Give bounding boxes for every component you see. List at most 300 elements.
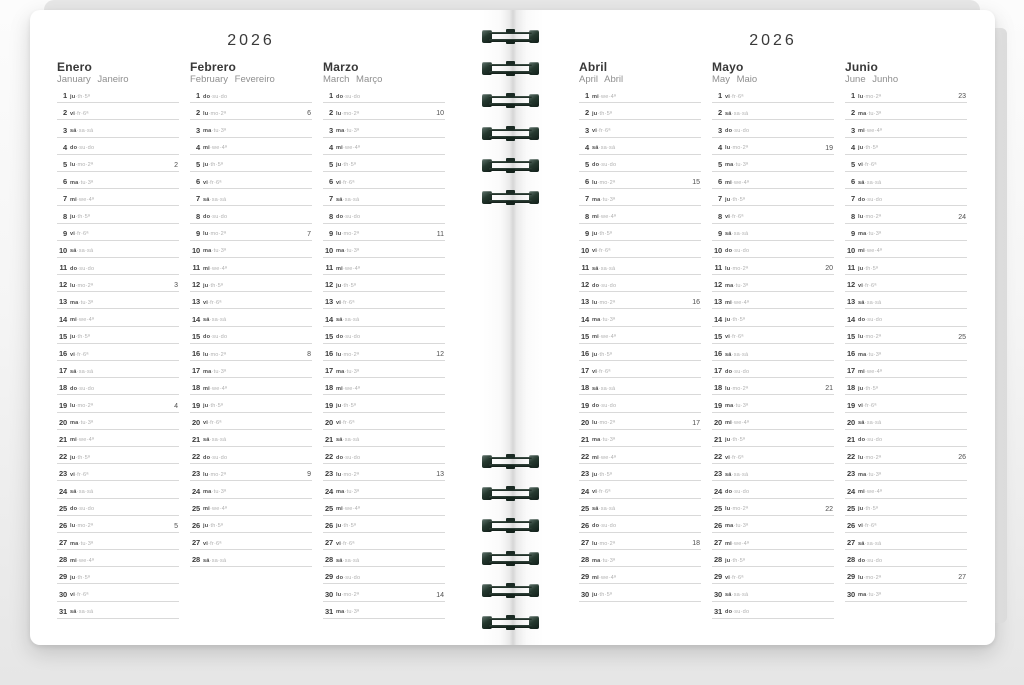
day-abbreviations (336, 541, 355, 547)
day-abbreviations (203, 231, 226, 237)
day-abbrev-es: ju (70, 454, 76, 461)
day-row (579, 327, 701, 344)
day-row (323, 155, 445, 172)
day-number: 18 (192, 383, 200, 393)
week-number: 26 (958, 454, 966, 462)
day-abbrev-en-pt: ·fr·6ª (730, 214, 744, 220)
day-row (57, 241, 179, 258)
day-row (579, 361, 701, 378)
days-list (712, 86, 834, 619)
day-abbreviations (592, 369, 611, 375)
day-row (323, 584, 445, 601)
day-number: 21 (192, 434, 200, 444)
day-abbrev-en-pt: ·mo·2ª (597, 420, 616, 427)
month-subtitle: June Junho (845, 74, 899, 85)
day-abbrev-en-pt: ·tu·3ª (211, 489, 227, 495)
day-row (845, 567, 967, 584)
day-abbrev-es: ma (336, 489, 345, 495)
day-abbrev-en-pt: ·we·4ª (76, 317, 95, 324)
day-number: 25 (581, 503, 589, 513)
day-row (712, 327, 834, 344)
day-abbrev-en-pt: ·fr·6ª (730, 93, 744, 100)
day-number: 21 (325, 434, 333, 444)
day-abbrev-en-pt: ·su·do (599, 403, 617, 410)
day-number: 5 (329, 159, 333, 169)
day-abbrev-en-pt: ·th·5ª (597, 351, 613, 358)
day-abbrev-es: mi (336, 145, 343, 152)
day-abbrev-en-pt: ·tu·3ª (78, 299, 94, 306)
day-abbrev-es: ma (858, 592, 867, 599)
week-number: 7 (307, 230, 311, 238)
day-abbrev-en-pt: ·th·5ª (341, 282, 357, 289)
week-number: 24 (958, 213, 966, 221)
day-row (712, 378, 834, 395)
day-abbreviations (70, 248, 93, 254)
day-abbreviations (336, 334, 360, 340)
day-row (57, 86, 179, 103)
day-abbreviations (336, 300, 355, 306)
day-abbrev-en-pt: ·th·5ª (597, 592, 613, 599)
day-abbreviations (336, 523, 356, 529)
day-number: 9 (63, 228, 67, 238)
day-abbrev-es: do (203, 214, 211, 220)
day-abbrev-en-pt: ·we·4ª (864, 128, 883, 135)
day-row (712, 550, 834, 567)
day-abbrev-en-pt: ·th·5ª (341, 523, 357, 530)
day-number: 4 (63, 142, 67, 152)
day-abbreviations (336, 352, 359, 358)
day-abbrev-en-pt: ·fr·6ª (75, 110, 89, 117)
day-abbrev-en-pt: ·we·4ª (342, 145, 361, 152)
day-number: 24 (581, 486, 589, 496)
day-abbrev-es: do (725, 248, 733, 255)
day-abbreviations (858, 403, 877, 409)
day-abbrev-en-pt: ·su·do (732, 609, 750, 616)
day-abbreviations (336, 386, 360, 392)
day-abbrev-es: sá (70, 368, 77, 375)
day-abbrev-en-pt: ·su·do (599, 523, 617, 530)
day-abbrev-es: vi (336, 299, 342, 306)
day-row (323, 464, 445, 481)
day-abbreviations (336, 197, 359, 203)
day-abbrev-en-pt: ·su·do (599, 162, 617, 169)
day-abbreviations (203, 489, 226, 495)
day-row (57, 395, 179, 412)
day-abbrev-en-pt: ·we·4ª (731, 540, 750, 547)
day-abbreviations (203, 455, 227, 461)
day-number: 1 (851, 91, 855, 101)
day-row (323, 395, 445, 412)
day-abbrev-en-pt: ·sa·sá (731, 231, 749, 238)
day-abbrev-es: vi (203, 540, 209, 547)
day-abbrev-es: mi (336, 265, 343, 272)
day-abbrev-en-pt: ·sa·sá (864, 540, 882, 547)
day-abbreviations (725, 369, 749, 375)
day-abbreviations (70, 334, 90, 340)
day-number: 28 (192, 555, 200, 565)
day-abbrev-es: do (70, 265, 78, 272)
day-number: 21 (59, 434, 67, 444)
day-abbrev-es: lu (336, 231, 342, 238)
day-abbrev-es: ma (725, 523, 734, 530)
day-abbreviations (70, 162, 93, 168)
day-abbrev-en-pt: ·fr·6ª (208, 299, 222, 306)
day-row (190, 120, 312, 137)
day-abbrev-es: sá (203, 196, 210, 203)
day-abbrev-es: ju (203, 403, 209, 410)
day-abbreviations (70, 386, 94, 392)
day-row (190, 430, 312, 447)
day-abbrev-es: ju (858, 145, 864, 152)
day-abbrev-es: lu (858, 334, 864, 341)
day-row (323, 361, 445, 378)
day-abbrev-es: mi (592, 93, 599, 100)
day-number: 11 (325, 263, 333, 273)
day-abbrev-es: lu (725, 265, 731, 272)
day-number: 17 (714, 366, 722, 376)
day-abbreviations (592, 231, 612, 237)
month-column-febrero (190, 60, 312, 565)
day-abbreviations (203, 94, 227, 100)
day-abbrev-en-pt: ·we·4ª (342, 265, 361, 272)
day-abbrev-en-pt: ·sa·sá (209, 437, 227, 444)
day-abbrev-es: vi (592, 368, 598, 375)
day-number: 5 (196, 159, 200, 169)
day-number: 20 (714, 417, 722, 427)
day-abbrev-en-pt: ·we·4ª (598, 93, 617, 100)
day-number: 6 (718, 177, 722, 187)
day-abbrev-en-pt: ·mo·2ª (597, 540, 616, 547)
day-abbrev-en-pt: ·tu·3ª (600, 317, 616, 324)
day-abbreviations (858, 94, 881, 100)
day-row (845, 430, 967, 447)
day-abbrev-en-pt: ·th·5ª (597, 471, 613, 478)
day-abbreviations (70, 609, 93, 615)
spiral-binding-ring (482, 191, 539, 204)
day-number: 20 (325, 417, 333, 427)
day-abbrev-es: do (858, 557, 866, 564)
day-abbrev-es: ma (592, 437, 601, 444)
day-number: 10 (59, 245, 67, 255)
day-row (845, 138, 967, 155)
day-abbrev-es: ma (858, 351, 867, 358)
day-abbreviations (70, 523, 93, 529)
day-number: 5 (718, 159, 722, 169)
day-number: 20 (59, 417, 67, 427)
day-abbrev-es: sá (858, 540, 865, 547)
day-abbrev-en-pt: ·fr·6ª (863, 403, 877, 410)
day-abbrev-es: ma (858, 231, 867, 238)
day-row (57, 155, 179, 172)
day-abbrev-en-pt: ·mo·2ª (863, 334, 882, 341)
day-abbreviations (725, 214, 744, 220)
day-number: 31 (59, 606, 67, 616)
day-abbreviations (70, 592, 89, 598)
days-list (845, 86, 967, 602)
day-abbrev-en-pt: ·tu·3ª (600, 196, 616, 203)
day-number: 10 (581, 245, 589, 255)
day-row (579, 309, 701, 326)
day-row (57, 430, 179, 447)
day-number: 10 (325, 245, 333, 255)
day-abbrev-es: ju (336, 282, 342, 289)
day-abbreviations (858, 111, 881, 117)
day-abbrev-es: mi (858, 128, 865, 135)
day-abbrev-en-pt: ·tu·3ª (344, 248, 360, 255)
day-abbrev-en-pt: ·su·do (210, 334, 228, 341)
day-abbreviations (725, 197, 745, 203)
day-abbrev-en-pt: ·tu·3ª (600, 437, 616, 444)
day-abbrev-es: sá (336, 437, 343, 444)
day-abbrev-es: ju (70, 214, 76, 220)
day-abbreviations (70, 266, 94, 272)
month-name: Enero (57, 60, 93, 74)
day-abbrev-es: mi (203, 265, 210, 272)
day-number: 28 (714, 555, 722, 565)
day-abbreviations (592, 352, 612, 358)
month-name: Febrero (190, 60, 237, 74)
day-abbrev-en-pt: ·we·4ª (76, 437, 95, 444)
day-number: 7 (851, 194, 855, 204)
day-row (57, 584, 179, 601)
day-abbrev-es: lu (336, 351, 342, 358)
day-abbrev-es: sá (70, 248, 77, 255)
day-abbrev-es: lu (725, 385, 731, 392)
day-row (712, 602, 834, 619)
day-row (190, 481, 312, 498)
day-abbreviations (203, 300, 222, 306)
day-abbrev-es: vi (70, 351, 76, 358)
day-abbreviations (858, 472, 881, 478)
day-abbrev-en-pt: ·tu·3ª (344, 489, 360, 495)
day-abbreviations (336, 437, 359, 443)
day-abbrev-en-pt: ·fr·6ª (75, 231, 89, 238)
day-abbrev-en-pt: ·sa·sá (342, 557, 360, 564)
day-number: 26 (581, 520, 589, 530)
day-abbreviations (858, 317, 882, 323)
day-abbreviations (70, 472, 89, 478)
week-number: 15 (692, 179, 700, 187)
day-abbreviations (592, 455, 616, 461)
day-abbrev-en-pt: ·tu·3ª (211, 368, 227, 375)
day-abbrev-en-pt: ·su·do (343, 334, 361, 341)
day-abbrev-es: mi (725, 179, 732, 186)
day-row (579, 378, 701, 395)
day-abbrev-es: lu (592, 420, 598, 427)
days-list (57, 86, 179, 619)
day-abbreviations (592, 506, 615, 512)
week-number: 13 (436, 471, 444, 479)
day-abbrev-en-pt: ·fr·6ª (75, 471, 89, 478)
day-row (323, 275, 445, 292)
day-number: 19 (192, 400, 200, 410)
day-abbrev-en-pt: ·th·5ª (730, 437, 746, 444)
day-abbreviations (725, 352, 748, 358)
day-abbreviations (70, 575, 90, 581)
day-row (712, 224, 834, 241)
day-row (712, 584, 834, 601)
day-abbrev-es: vi (70, 471, 76, 478)
day-number: 24 (714, 486, 722, 496)
day-number: 8 (196, 211, 200, 221)
day-abbreviations (203, 180, 222, 186)
day-row (579, 481, 701, 498)
week-number: 23 (958, 93, 966, 101)
day-row (579, 86, 701, 103)
day-number: 5 (851, 159, 855, 169)
day-abbreviations (203, 386, 227, 392)
day-number: 30 (59, 589, 67, 599)
day-row (323, 292, 445, 309)
day-abbreviations (203, 541, 222, 547)
day-abbrev-es: vi (725, 214, 731, 220)
day-abbreviations (725, 455, 744, 461)
day-number: 15 (714, 331, 722, 341)
day-number: 22 (59, 452, 67, 462)
day-abbrev-en-pt: ·tu·3ª (733, 282, 749, 289)
day-number: 6 (63, 177, 67, 187)
day-abbrev-es: mi (203, 506, 210, 513)
day-abbrev-es: mi (70, 196, 77, 203)
day-row (712, 206, 834, 223)
day-abbrev-en-pt: ·we·4ª (209, 385, 228, 392)
day-number: 25 (192, 503, 200, 513)
day-row (845, 86, 967, 103)
week-number: 10 (436, 110, 444, 118)
day-abbrev-es: ma (336, 368, 345, 375)
day-abbrev-en-pt: ·su·do (210, 214, 228, 220)
day-row (579, 120, 701, 137)
day-row (57, 533, 179, 550)
day-abbrev-en-pt: ·th·5ª (75, 334, 91, 341)
day-abbrev-es: vi (592, 489, 598, 495)
day-abbrev-es: ma (725, 403, 734, 410)
day-abbrev-es: mi (203, 145, 210, 152)
day-number: 27 (714, 538, 722, 548)
day-row (712, 189, 834, 206)
spiral-binding-ring (482, 94, 539, 107)
day-abbrev-es: lu (858, 214, 864, 220)
day-abbrev-en-pt: ·tu·3ª (866, 471, 882, 478)
day-row (712, 361, 834, 378)
day-row (323, 241, 445, 258)
spiral-binding-ring (482, 487, 539, 500)
day-number: 12 (847, 280, 855, 290)
day-row (190, 361, 312, 378)
day-abbreviations (725, 162, 748, 168)
day-number: 7 (585, 194, 589, 204)
day-abbreviations (592, 197, 615, 203)
day-abbrev-es: sá (203, 557, 210, 564)
day-abbrev-es: lu (203, 351, 209, 358)
day-number: 18 (59, 383, 67, 393)
day-row (190, 413, 312, 430)
day-row (323, 602, 445, 619)
day-abbrev-es: do (725, 489, 733, 495)
day-row (579, 533, 701, 550)
day-row (57, 172, 179, 189)
day-number: 7 (329, 194, 333, 204)
day-abbrev-es: do (858, 196, 866, 203)
day-abbrev-en-pt: ·fr·6ª (863, 282, 877, 289)
day-abbrev-es: vi (203, 179, 209, 186)
week-number: 25 (958, 333, 966, 341)
day-row (190, 327, 312, 344)
day-abbrev-es: ma (725, 162, 734, 169)
day-number: 16 (59, 349, 67, 358)
day-abbreviations (725, 575, 744, 581)
day-number: 21 (581, 434, 589, 444)
day-abbreviations (725, 231, 748, 237)
week-number: 27 (958, 574, 966, 582)
day-abbrev-es: ju (336, 403, 342, 410)
day-number: 12 (581, 280, 589, 290)
day-abbreviations (70, 111, 89, 117)
day-abbrev-es: ju (858, 506, 864, 513)
day-number: 22 (714, 452, 722, 462)
day-row (579, 172, 701, 189)
day-number: 13 (59, 297, 67, 307)
day-number: 2 (585, 108, 589, 118)
day-abbrev-es: mi (592, 214, 599, 220)
day-abbrev-es: vi (70, 110, 76, 117)
day-row (845, 550, 967, 567)
day-abbrev-es: do (203, 93, 211, 100)
day-abbrev-es: sá (203, 437, 210, 444)
day-abbrev-en-pt: ·tu·3ª (866, 110, 882, 117)
day-row (845, 241, 967, 258)
day-row (323, 499, 445, 516)
day-abbrev-en-pt: ·th·5ª (208, 523, 224, 530)
day-number: 31 (714, 606, 722, 616)
day-abbrev-es: mi (592, 334, 599, 341)
day-row (712, 533, 834, 550)
day-abbreviations (858, 575, 881, 581)
day-abbrev-es: sá (725, 351, 732, 358)
day-abbrev-en-pt: ·sa·sá (731, 592, 749, 599)
spiral-binding-ring (482, 30, 539, 43)
day-number: 3 (329, 125, 333, 135)
day-number: 6 (329, 177, 333, 187)
day-abbrev-es: lu (858, 454, 864, 461)
day-abbreviations (336, 472, 359, 478)
day-abbrev-es: sá (725, 110, 732, 117)
spiral-binding-ring (482, 159, 539, 172)
day-abbreviations (592, 437, 615, 443)
day-row (323, 516, 445, 533)
day-abbrev-es: ju (725, 317, 731, 324)
day-abbrev-en-pt: ·we·4ª (209, 145, 228, 152)
day-abbrev-en-pt: ·su·do (732, 248, 750, 255)
day-abbrev-en-pt: ·fr·6ª (341, 179, 355, 186)
day-number: 23 (714, 469, 722, 479)
day-number: 6 (585, 177, 589, 187)
day-number: 13 (714, 297, 722, 307)
day-abbreviations (70, 317, 94, 323)
day-number: 25 (714, 503, 722, 513)
day-number: 4 (585, 142, 589, 152)
day-abbreviations (70, 455, 90, 461)
day-number: 11 (714, 263, 722, 273)
day-abbrev-en-pt: ·tu·3ª (344, 128, 360, 135)
day-abbrev-en-pt: ·su·do (77, 265, 95, 272)
day-abbrev-en-pt: ·fr·6ª (75, 351, 89, 358)
day-row (190, 499, 312, 516)
day-number: 2 (329, 108, 333, 118)
day-abbreviations (203, 162, 223, 168)
day-abbrev-en-pt: ·th·5ª (75, 214, 91, 220)
day-abbreviations (858, 231, 881, 237)
